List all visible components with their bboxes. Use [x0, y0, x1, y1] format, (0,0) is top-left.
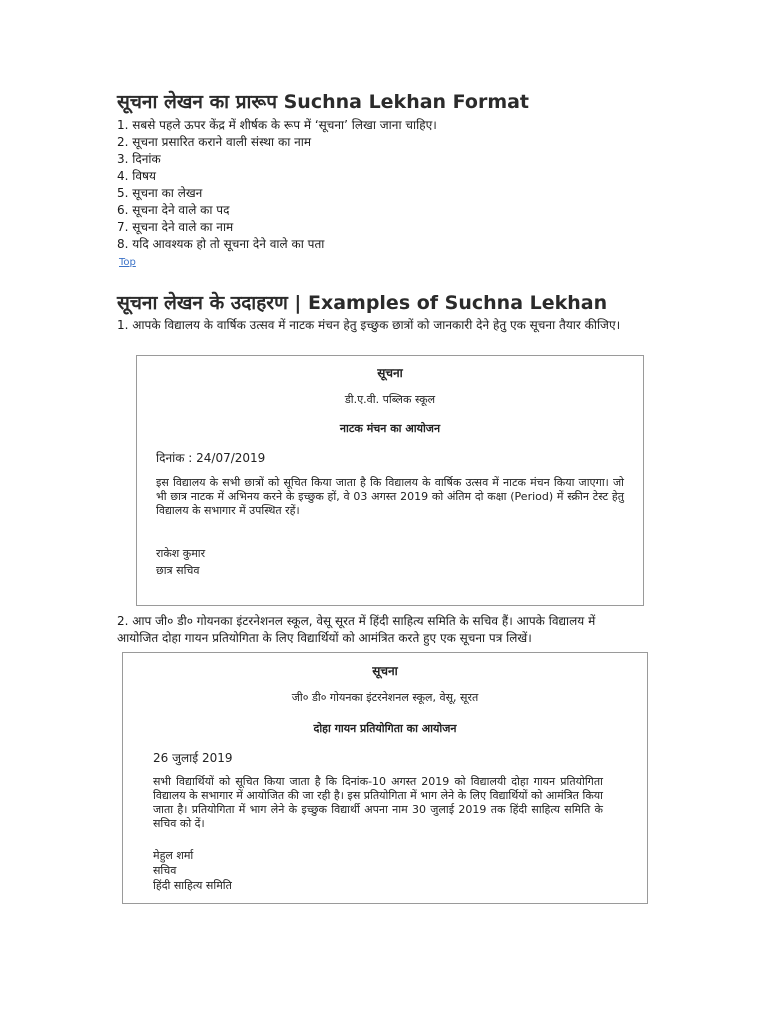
- examples-section-title: सूचना लेखन के उदाहरण | Examples of Suchna Lekhan: [117, 292, 608, 314]
- format-step-8: 8. यदि आवश्यक हो तो सूचना देने वाले का पता: [117, 237, 325, 251]
- notice-body: इस विद्यालय के सभी छात्रों को सूचित किया जाता है कि विद्यालय के वार्षिक उत्सव में नाटक मंचन किया जाएगा। जो भी छात्र नाटक में अभिनय करने के इच्छुक हों, वे 03 अगस्त 2019 को अंतिम दो कक्षा (Period) में स्क्रीन टेस्ट हेतु विद्यालय के सभागार में उपस्थित रहें।: [156, 476, 624, 517]
- format-step-7: 7. सूचना देने वाले का नाम: [117, 220, 234, 234]
- notice-signer-post: सचिव: [153, 864, 177, 877]
- notice-subject: नाटक मंचन का आयोजन: [339, 422, 441, 435]
- format-step-3: 3. दिनांक: [117, 152, 161, 166]
- format-steps-list: [117, 117, 737, 253]
- notice-institution: डी.ए.वी. पब्लिक स्कूल: [344, 393, 436, 406]
- format-step-4: 4. विषय: [117, 169, 156, 183]
- example-2-notice-image: [122, 652, 648, 904]
- notice-date: 26 जुलाई 2019: [153, 751, 233, 765]
- notice-signer-name: मेहुल शर्मा: [153, 849, 194, 862]
- notice-institution: जी० डी० गोयनका इंटरनेशनल स्कूल, वेसू, सूरत: [291, 691, 479, 704]
- format-section-title: सूचना लेखन का प्रारूप Suchna Lekhan Format: [117, 91, 530, 113]
- example-1-question: 1. आपके विद्यालय के वार्षिक उत्सव में नाटक मंचन हेतु इच्छुक छात्रों को जानकारी देने हेतु एक सूचना तैयार कीजिए।: [117, 318, 621, 332]
- format-step-2: 2. सूचना प्रसारित कराने वाली संस्था का नाम: [117, 135, 312, 149]
- format-step-5: 5. सूचना का लेखन: [117, 186, 203, 200]
- top-link[interactable]: Top: [119, 257, 136, 268]
- notice-signer-org: हिंदी साहित्य समिति: [153, 879, 232, 892]
- notice-subject: दोहा गायन प्रतियोगिता का आयोजन: [313, 722, 457, 735]
- example-2-question: 2. आप जी० डी० गोयनका इंटरनेशनल स्कूल, वेसू सूरत में हिंदी साहित्य समिति के सचिव हैं। आपके विद्यालय में आयोजित दोहा गायन प्रतियोगिता के लिए विद्यार्थियों को आमंत्रित करते हुए एक सूचना पत्र लिखें।: [117, 614, 596, 645]
- notice-heading: सूचना: [377, 366, 403, 380]
- notice-body: सभी विद्यार्थियों को सूचित किया जाता है कि दिनांक-10 अगस्त 2019 को विद्यालयी दोहा गायन प्रतियोगिता विद्यालय के सभागार में आयोजित की जा रही है। इस प्रतियोगिता में भाग लेने के लिए विद्यार्थियों को आमंत्रित किया जाता है। प्रतियोगिता में भाग लेने के इच्छुक विद्यार्थी अपना नाम 30 जुलाई 2019 तक हिंदी साहित्य समिति के सचिव को दें।: [153, 775, 603, 830]
- notice-signer-post: छात्र सचिव: [156, 564, 200, 577]
- format-step-1: 1. सबसे पहले ऊपर केंद्र में शीर्षक के रूप में ‘सूचना’ लिखा जाना चाहिए।: [117, 118, 437, 132]
- notice-heading: सूचना: [372, 664, 398, 678]
- notice-date: दिनांक : 24/07/2019: [156, 451, 266, 465]
- example-1-notice-image: [136, 355, 644, 606]
- notice-signer-name: राकेश कुमार: [156, 547, 206, 560]
- format-step-6: 6. सूचना देने वाले का पद: [117, 203, 230, 217]
